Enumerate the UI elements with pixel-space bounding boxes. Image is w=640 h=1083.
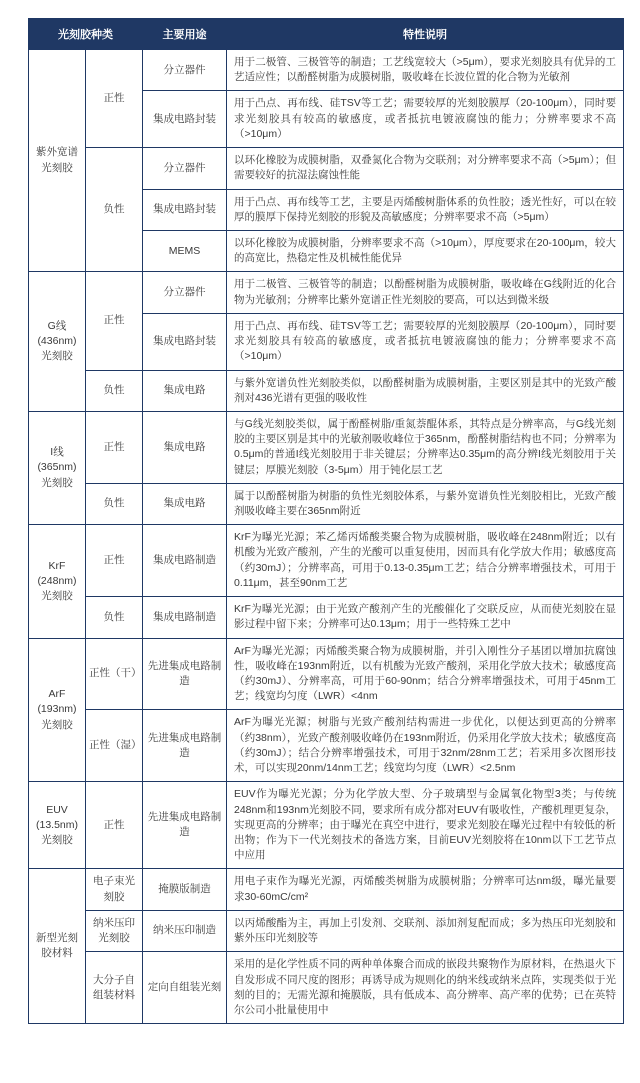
use-cell: 定向自组装光刻: [143, 952, 227, 1024]
polarity-cell: 负性: [86, 148, 143, 272]
resist-type-cell: EUV (13.5nm) 光刻胶: [29, 782, 86, 869]
use-cell: MEMS: [143, 230, 227, 271]
use-cell: 集成电路: [143, 483, 227, 524]
polarity-cell: 正性: [86, 411, 143, 483]
use-cell: 集成电路制造: [143, 597, 227, 638]
desc-cell: 用于凸点、再布线、硅TSV等工艺；需要较厚的光刻胶膜厚（20-100μm），同时要求光刻胶具有较高的敏感度，或者抵抗电镀液腐蚀的能力；分辨率要求不高（>10μm）: [227, 91, 624, 148]
polarity-cell: 负性: [86, 483, 143, 524]
table-row: [29, 411, 624, 483]
polarity-cell: 负性: [86, 370, 143, 411]
desc-cell: 用于二极管、三极管等的制造；以酚醛树脂为成膜树脂，吸收峰在G线附近的化合物为光敏剂；分辨率比紫外宽谱正性光刻胶的要高，可以达到微米级: [227, 272, 624, 313]
table-row: [29, 910, 624, 951]
table-row: [29, 483, 624, 524]
use-cell: 掩膜版制造: [143, 869, 227, 910]
resist-type-cell: I线 (365nm) 光刻胶: [29, 411, 86, 524]
desc-cell: 以环化橡胶为成膜树脂，分辨率要求不高（>10μm），厚度要求在20-100μm，较大的高宽比，热稳定性及机械性能优异: [227, 230, 624, 271]
use-cell: 集成电路封装: [143, 189, 227, 230]
header-characteristics: 特性说明: [227, 19, 624, 50]
polarity-cell: 正性（干）: [86, 638, 143, 710]
use-cell: 集成电路制造: [143, 525, 227, 597]
resist-type-cell: ArF (193nm) 光刻胶: [29, 638, 86, 782]
polarity-cell: 正性: [86, 782, 143, 869]
table-row: [29, 952, 624, 1024]
table-header: [29, 19, 624, 50]
table-row: [29, 525, 624, 597]
polarity-cell: 负性: [86, 597, 143, 638]
photoresist-table: [28, 18, 624, 1024]
resist-type-cell: G线 (436nm) 光刻胶: [29, 272, 86, 412]
table-row: [29, 370, 624, 411]
table-row: [29, 869, 624, 910]
resist-type-cell: 新型光刻胶材料: [29, 869, 86, 1024]
use-cell: 集成电路: [143, 411, 227, 483]
desc-cell: 用电子束作为曝光光源，丙烯酸类树脂为成膜树脂；分辨率可达nm级，曝光量要求30-60mC/cm²: [227, 869, 624, 910]
table-row: [29, 710, 624, 782]
desc-cell: 用于凸点、再布线等工艺，主要是丙烯酸树脂体系的负性胶；透光性好，可以在较厚的膜厚下保持光刻胶的形貌及高敏感度；分辨率要求不高（>5μm）: [227, 189, 624, 230]
desc-cell: 与G线光刻胶类似，属于酚醛树脂/重氮萘醌体系，其特点是分辨率高，与G线光刻胶的主要区别是其中的光敏剂吸收峰位于365nm，酚醛树脂结构也不同；分辨率为0.5μm的普通I线光刻胶用于非关键层；分辨率达0.35μm的高分辨I线光刻胶用于关键层；厚膜光刻胶（3-5μm）用于钝化层工艺: [227, 411, 624, 483]
use-cell: 集成电路封装: [143, 313, 227, 370]
resist-type-cell: 紫外宽谱光刻胶: [29, 50, 86, 272]
desc-cell: ArF为曝光光源；丙烯酸类聚合物为成膜树脂，并引入刚性分子基团以增加抗腐蚀性，吸收峰在193nm附近，以有机酸为光致产酸剂，采用化学放大技术；敏感度高（约30mJ）、分辨率高，可用于60-90nm；结合分辨率增强技术，可用于45nm工艺；线宽均匀度（LWR）<4nm: [227, 638, 624, 710]
desc-cell: 以环化橡胶为成膜树脂，双叠氮化合物为交联剂；对分辨率要求不高（>5μm）；但需要较好的抗湿法腐蚀性能: [227, 148, 624, 189]
table-row: [29, 638, 624, 710]
use-cell: 分立器件: [143, 148, 227, 189]
use-cell: 先进集成电路制造: [143, 638, 227, 710]
desc-cell: 用于凸点、再布线、硅TSV等工艺；需要较厚的光刻胶膜厚（20-100μm），同时要求光刻胶具有较高的敏感度，或者抵抗电镀液腐蚀的能力；分辨率要求不高（>10μm）: [227, 313, 624, 370]
polarity-cell: 正性: [86, 272, 143, 370]
table-row: [29, 50, 624, 91]
table-row: [29, 782, 624, 869]
table-body: [29, 50, 624, 1024]
table-row: [29, 272, 624, 313]
use-cell: 分立器件: [143, 272, 227, 313]
desc-cell: KrF为曝光光源；由于光致产酸剂产生的光酸催化了交联反应，从而使光刻胶在显影过程中留下来；分辨率可达0.13μm；用于一些特殊工艺中: [227, 597, 624, 638]
desc-cell: EUV作为曝光光源；分为化学放大型、分子玻璃型与金属氧化物型3类；与传统248nm和193nm光刻胶不同，要求所有成分都对EUV有吸收性，产酸机理更复杂，实现更高的分辨率；由于曝光在真空中进行，要求光刻胶在曝光过程中有较低的析出物；作为下一代光刻技术的备选方案，目前EUV光刻胶将在10nm以下工艺节点中应用: [227, 782, 624, 869]
header-resist-type: 光刻胶种类: [29, 19, 143, 50]
use-cell: 集成电路: [143, 370, 227, 411]
desc-cell: ArF为曝光光源；树脂与光致产酸剂结构需进一步优化，以便达到更高的分辨率（约38nm），光致产酸剂吸收峰仍在193nm附近，仍采用化学放大技术；敏感度高（约30mJ）；结合分辨率增强技术，可用于32nm/28nm工艺；若采用多次图形技术，可以实现20nm/14nm工艺；线宽均匀度（LWR）<2.5nm: [227, 710, 624, 782]
polarity-cell: 电子束光刻胶: [86, 869, 143, 910]
polarity-cell: 正性（湿）: [86, 710, 143, 782]
polarity-cell: 正性: [86, 525, 143, 597]
desc-cell: 采用的是化学性质不同的两种单体聚合而成的嵌段共聚物作为原材料，在热退火下自发形成不同尺度的图形；再诱导成为规则化的纳米线或纳米点阵，实现类似于光刻的目的；无需光源和掩膜版，具有低成本、高分辨率、高产率的优势；已在英特尔公司小批量使用中: [227, 952, 624, 1024]
polarity-cell: 纳米压印光刻胶: [86, 910, 143, 951]
header-main-use: 主要用途: [143, 19, 227, 50]
use-cell: 分立器件: [143, 50, 227, 91]
desc-cell: 用于二极管、三极管等的制造；工艺线宽较大（>5μm），要求光刻胶具有优异的工艺适应性；以酚醛树脂为成膜树脂，吸收峰在长波位置的化合物为光敏剂: [227, 50, 624, 91]
desc-cell: 属于以酚醛树脂为树脂的负性光刻胶体系，与紫外宽谱负性光刻胶相比，光致产酸剂吸收峰主要在365nm附近: [227, 483, 624, 524]
table-row: [29, 148, 624, 189]
use-cell: 先进集成电路制造: [143, 710, 227, 782]
use-cell: 纳米压印制造: [143, 910, 227, 951]
desc-cell: KrF为曝光光源；苯乙烯丙烯酸类聚合物为成膜树脂，吸收峰在248nm附近；以有机酸为光致产酸剂，产生的光酸可以重复使用，因而具有化学放大作用；敏感度高（约30mJ）；分辨率高，可用于0.13-0.35μm工艺；结合分辨率增强技术，可用于0.11μm，甚至90nm工艺: [227, 525, 624, 597]
use-cell: 集成电路封装: [143, 91, 227, 148]
resist-type-cell: KrF (248nm) 光刻胶: [29, 525, 86, 638]
polarity-cell: 正性: [86, 50, 143, 148]
desc-cell: 与紫外宽谱负性光刻胶类似，以酚醛树脂为成膜树脂，主要区别是其中的光致产酸剂对436光谱有更强的吸收性: [227, 370, 624, 411]
use-cell: 先进集成电路制造: [143, 782, 227, 869]
polarity-cell: 大分子自组装材料: [86, 952, 143, 1024]
header-row: [29, 19, 624, 50]
table-row: [29, 597, 624, 638]
desc-cell: 以丙烯酸酯为主，再加上引发剂、交联剂、添加剂复配而成；多为热压印光刻胶和紫外压印光刻胶等: [227, 910, 624, 951]
